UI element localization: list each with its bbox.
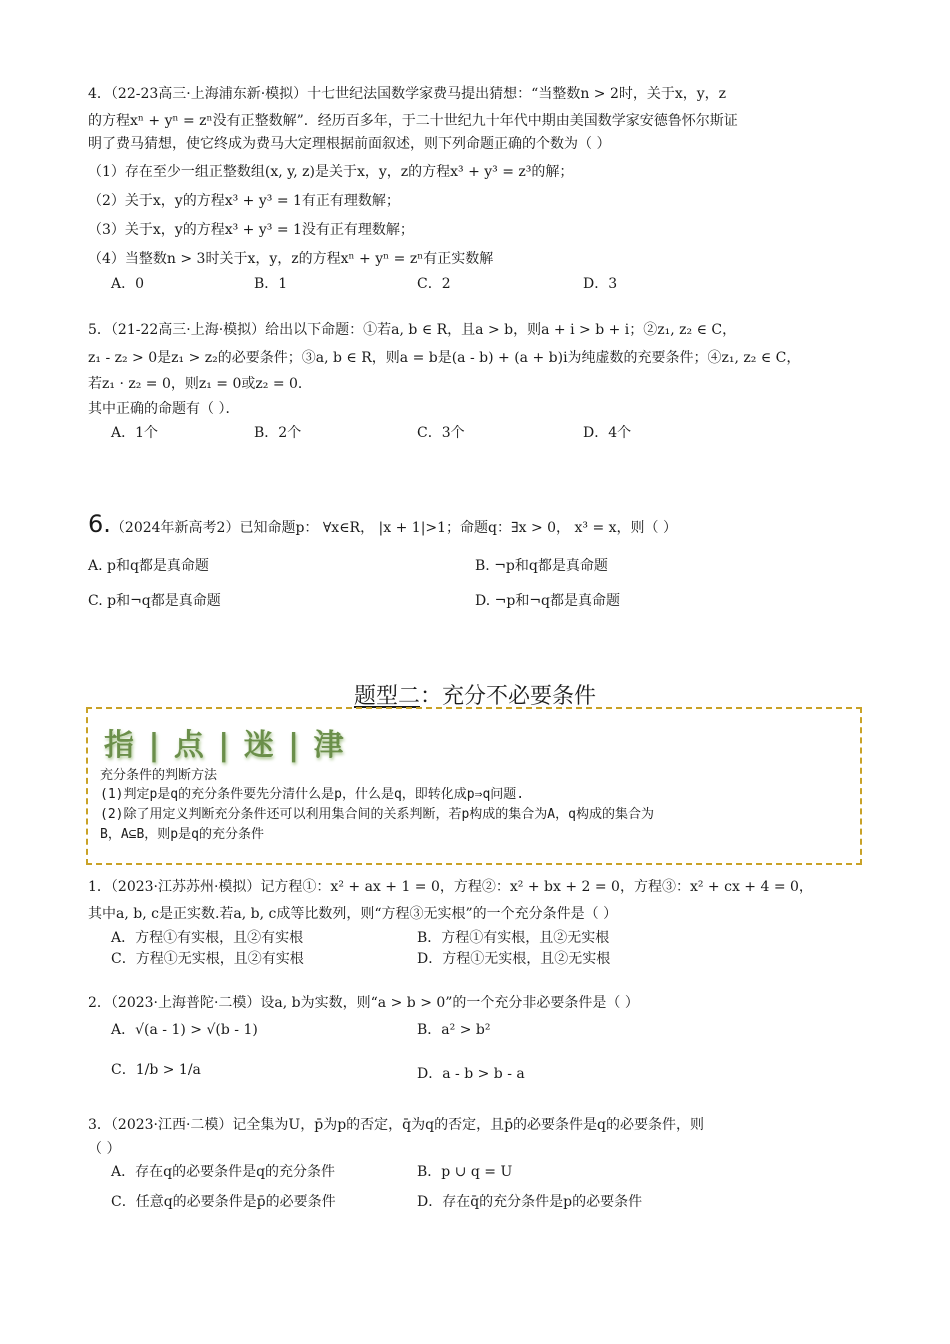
q6-text: （2024年新高考2）已知命题p： ∀x∈R， |x + 1|>1；命题q：∃x > 0， x³ = x，则（ ）	[110, 520, 677, 536]
p3-line-1: 3．（2023·江西·二模）记全集为U，p̄为p的否定，q̄为q的否定，且p̄的必要条件是q的必要条件，则	[88, 1117, 705, 1133]
q5-option-d: D．4个	[583, 425, 632, 441]
q4-statement-1: （1）存在至少一组正整数组(x, y, z)是关于x，y，z的方程x³ + y³ = z³的解；	[88, 164, 574, 180]
p2-option-a: A．√(a - 1) > √(b - 1)	[111, 1022, 258, 1038]
p2-option-c: C．1/b > 1/a	[111, 1062, 201, 1078]
p3-option-c: C．任意q的必要条件是p̄的必要条件	[111, 1194, 336, 1210]
p1-option-b: B．方程①有实根，且②无实根	[417, 930, 610, 946]
p3-option-d: D．存在q̄的充分条件是p的必要条件	[417, 1194, 643, 1210]
q6-option-b: B. ¬p和q都是真命题	[475, 558, 608, 574]
q5-line-1: 5．（21-22高三·上海·模拟）给出以下命题：①若a, b ∈ R，且a > b，则a + i > b + i；②z₁, z₂ ∈ C，	[88, 322, 737, 338]
q4-option-c: C．2	[417, 276, 451, 292]
q4-line-2: 的方程xⁿ + yⁿ = zⁿ没有正整数解”．经历百多年，于二十世纪九十年代中期由美国数学家安德鲁怀尔斯证	[88, 113, 738, 129]
q4-line-1: 4．（22-23高三·上海浦东新·模拟）十七世纪法国数学家费马提出猜想：“当整数n > 2时，关于x，y，z	[88, 86, 727, 102]
p3-option-b: B．p ∪ q = U	[417, 1164, 513, 1180]
q4-statement-2: （2）关于x，y的方程x³ + y³ = 1有正有理数解；	[88, 193, 400, 209]
q5-option-a: A．1个	[111, 425, 159, 441]
p2-line-1: 2．（2023·上海普陀·二模）设a, b为实数，则“a > b > 0”的一个充分非必要条件是（ ）	[88, 995, 639, 1011]
q5-option-c: C．3个	[417, 425, 465, 441]
p3-line-2: （ ）	[88, 1141, 121, 1157]
q6-line	[88, 511, 677, 541]
p1-line-2: 其中a, b, c是正实数.若a, b, c成等比数列，则“方程③无实根”的一个充分条件是（ ）	[88, 906, 618, 922]
q4-option-b: B．1	[254, 276, 288, 292]
p1-option-a: A．方程①有实根，且②有实根	[111, 930, 304, 946]
q4-statement-3: （3）关于x，y的方程x³ + y³ = 1没有正有理数解；	[88, 222, 414, 238]
q6-option-c: C. p和¬q都是真命题	[88, 593, 221, 609]
q5-line-2: z₁ - z₂ > 0是z₁ > z₂的必要条件；③a, b ∈ R，则a = b是(a - b) + (a + b)i为纯虚数的充要条件；④z₁, z₂ ∈ C，	[88, 350, 801, 366]
q5-option-b: B．2个	[254, 425, 302, 441]
p2-option-d: D．a - b > b - a	[417, 1066, 525, 1082]
q4-option-a: A．0	[111, 276, 145, 292]
q4-line-3: 明了费马猜想，使它终成为费马大定理根据前面叙述，则下列命题正确的个数为（ ）	[88, 136, 611, 152]
p1-option-c: C．方程①无实根，且②有实根	[111, 951, 304, 967]
section-title-type: 题型二	[353, 684, 420, 709]
p1-option-d: D．方程①无实根，且②无实根	[417, 951, 611, 967]
q5-line-3: 若z₁ · z₂ = 0，则z₁ = 0或z₂ = 0．	[88, 376, 312, 392]
q6-option-d: D. ¬p和¬q都是真命题	[475, 593, 621, 609]
q5-line-4: 其中正确的命题有（ ）．	[88, 401, 240, 417]
q4-option-d: D．3	[583, 276, 618, 292]
q4-statement-4: （4）当整数n > 3时关于x，y，z的方程xⁿ + yⁿ = zⁿ有正实数解	[88, 251, 494, 267]
tip-line-3: (2)除了用定义判断充分条件还可以利用集合间的关系判断，若p构成的集合为A，q构成的集合为	[100, 807, 654, 822]
tip-line-1: 充分条件的判断方法	[100, 768, 218, 783]
tip-line-2: (1)判定p是q的充分条件要先分清什么是p，什么是q，即转化成p⇒q问题.	[100, 787, 525, 802]
p2-option-b: B．a² > b²	[417, 1022, 491, 1038]
p3-option-a: A．存在q的必要条件是q的充分条件	[111, 1164, 336, 1180]
p1-line-1: 1．（2023·江苏苏州·模拟）记方程①：x² + ax + 1 = 0，方程②：x² + bx + 2 = 0，方程③：x² + cx + 4 = 0，	[88, 879, 813, 895]
q6-option-a: A. p和q都是真命题	[88, 558, 209, 574]
q6-number: 6.	[88, 510, 111, 538]
tip-line-4: B，A⊆B，则p是q的充分条件	[100, 827, 264, 842]
section-title-rest: ：充分不必要条件	[420, 684, 597, 709]
tip-title: 指 | 点 | 迷 | 津	[104, 728, 346, 763]
